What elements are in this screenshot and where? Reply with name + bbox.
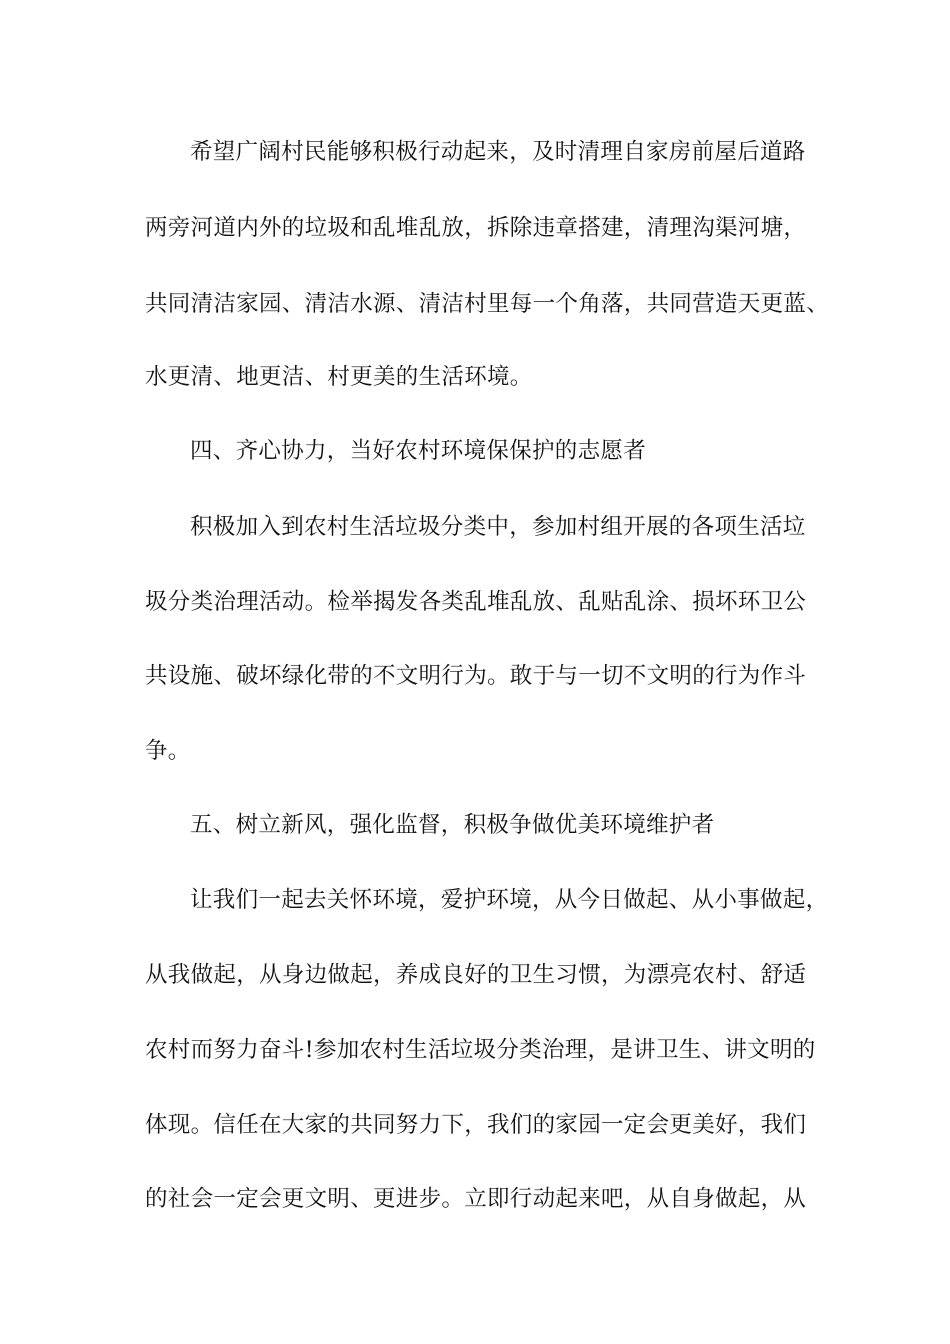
paragraph-line: 共设施、破坏绿化带的不文明行为。敢于与一切不文明的行为作斗 <box>145 663 807 689</box>
paragraph-line: 积极加入到农村生活垃圾分类中，参加村组开展的各项生活垃 <box>190 514 806 540</box>
section-heading: 四、齐心协力，当好农村环境保保护的志愿者 <box>190 438 647 464</box>
section-heading: 五、树立新风，强化监督，积极争做优美环境维护者 <box>190 812 715 838</box>
paragraph-line: 从我做起，从身边做起，养成良好的卫生习惯，为漂亮农村、舒适 <box>145 962 807 988</box>
paragraph-line: 的社会一定会更文明、更进步。立即行动起来吧，从自身做起，从 <box>145 1186 807 1212</box>
paragraph-line: 水更清、地更洁、村更美的生活环境。 <box>145 364 533 390</box>
paragraph-line: 两旁河道内外的垃圾和乱堆乱放，拆除违章搭建，清理沟渠河塘， <box>145 215 807 241</box>
paragraph-line: 希望广阔村民能够积极行动起来，及时清理自家房前屋后道路 <box>190 139 806 165</box>
paragraph-line: 共同清洁家园、清洁水源、清洁村里每一个角落，共同营造天更蓝、 <box>145 291 830 317</box>
paragraph-line: 圾分类治理活动。检举揭发各类乱堆乱放、乱贴乱涂、损坏环卫公 <box>145 589 807 615</box>
paragraph-line: 争。 <box>145 738 191 764</box>
paragraph-line: 让我们一起去关怀环境，爱护环境，从今日做起、从小事做起， <box>190 887 829 913</box>
paragraph-line: 体现。信任在大家的共同努力下，我们的家园一定会更美好，我们 <box>145 1112 807 1138</box>
paragraph-line: 农村而努力奋斗!参加农村生活垃圾分类治理，是讲卫生、讲文明的 <box>145 1037 816 1063</box>
